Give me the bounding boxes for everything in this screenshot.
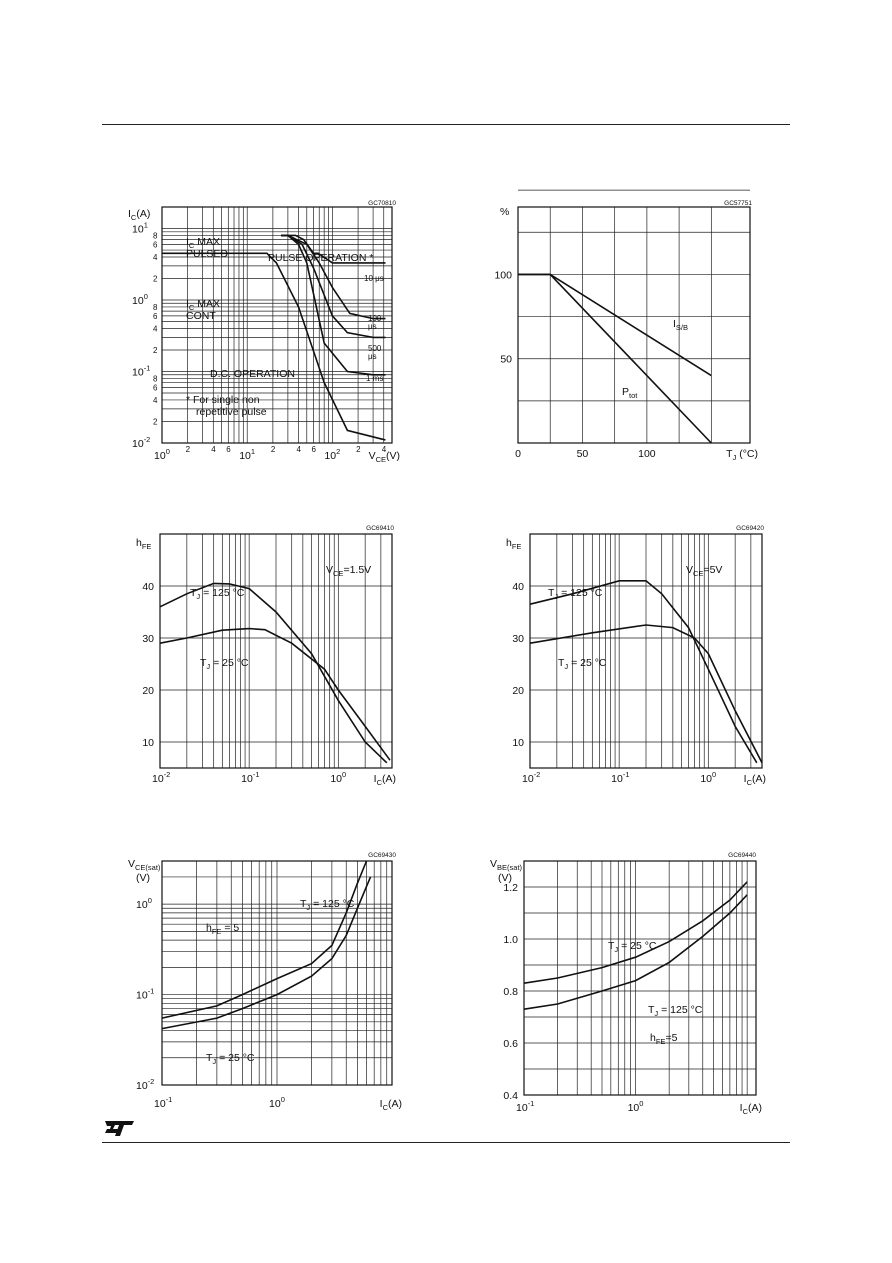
hfe5-y-tick-label: 40	[512, 581, 524, 593]
vbesat-x-axis-label: $I_C(A)$	[739, 1102, 762, 1116]
hfe5-curve	[530, 581, 757, 763]
soa-annotation-ic-max-pulsed: $I_C$ MAX	[186, 236, 221, 250]
base-emitter-saturation-voltage-chart	[490, 845, 780, 1115]
derating-y-tick-label: 50	[500, 353, 512, 366]
vcesat-y-tick-label: $10^0$	[136, 896, 152, 912]
vcesat-label-25c: $T_J = 25$ °C	[206, 1052, 255, 1066]
hfe15-y-tick-label: 10	[142, 737, 154, 749]
vbesat-y-axis-label: $V_{BE(sat)}$	[490, 858, 523, 872]
soa-y-tick-label: $10^1$	[132, 220, 148, 236]
hfe15-curve	[160, 629, 390, 761]
soa-y-minor-label: 4	[153, 395, 158, 405]
vbesat-condition: $h_{FE}=5$	[650, 1032, 678, 1046]
soa-annotation-pulse-operation: PULSE OPERATION *	[268, 252, 374, 264]
hfe5-code: GC69420	[736, 525, 764, 532]
safe-operating-area-chart	[120, 195, 410, 465]
hfe15-y-tick-label: 30	[142, 633, 154, 645]
hfe5-x-tick-label: $10^0$	[700, 770, 717, 785]
soa-curve-label-100: 100	[368, 314, 382, 323]
hfe15-x-tick-label: $10^{-1}$	[241, 770, 260, 785]
collector-emitter-saturation-voltage-chart	[120, 845, 410, 1115]
derating-y-tick-label: 100	[494, 269, 512, 282]
soa-x-tick-label: $10^2$	[324, 447, 341, 462]
soa-annotation-repetitive: repetitive pulse	[196, 406, 267, 418]
hfe5-y-tick-label: 10	[512, 737, 524, 749]
hfe15-condition: $V_{CE}=1.5V$	[326, 564, 372, 578]
hfe15-x-axis-label: $I_C(A)$	[373, 773, 396, 787]
hfe5-x-tick-label: $10^{-2}$	[522, 770, 541, 785]
vbesat-y-tick-label: 0.4	[503, 1090, 518, 1102]
soa-curve-label-1ms: 1 ms	[366, 374, 384, 383]
hfe5-label-125c: $T_J = 125$ °C	[548, 587, 603, 601]
soa-y-minor-label: 2	[153, 345, 158, 355]
vcesat-y-tick-label: $10^{-2}$	[136, 1077, 155, 1092]
vcesat-x-axis-label: $I_C(A)$	[379, 1098, 402, 1112]
st-logo-icon	[102, 1118, 136, 1138]
soa-x-minor-label: 2	[270, 445, 276, 454]
vbesat-y-axis-unit: (V)	[498, 872, 512, 884]
soa-annotation-pulsed: PULSED	[186, 248, 229, 260]
derating-label-ptot: $P_{tot}$	[622, 386, 638, 400]
soa-y-tick-label: $10^0$	[132, 292, 148, 308]
hfe15-x-tick-label: $10^{-2}$	[152, 770, 171, 785]
soa-x-minor-label: 2	[356, 445, 361, 454]
hfe15-label-125c: $T_J = 125$ °C	[190, 587, 245, 601]
derating-curves-chart	[490, 195, 780, 465]
derating-x-tick-label: 100	[638, 448, 656, 460]
soa-x-minor-label: 4	[211, 445, 216, 454]
soa-y-minor-label: 8	[153, 231, 158, 241]
hfe5-x-axis-label: $I_C(A)$	[743, 773, 766, 787]
soa-curve-label-10us: 10 μs	[364, 274, 384, 283]
footer-rule	[102, 1142, 790, 1143]
derating-x-tick-label: 0	[515, 448, 521, 460]
soa-x-tick-label: $10^1$	[239, 447, 256, 462]
soa-y-minor-label: 6	[153, 311, 158, 321]
soa-y-minor-label: 6	[153, 240, 158, 250]
hfe5-x-tick-label: $10^{-1}$	[611, 770, 630, 785]
soa-y-minor-label: 6	[153, 383, 158, 393]
soa-x-tick-label: $10^0$	[154, 447, 170, 462]
vcesat-x-tick-label: $10^0$	[269, 1095, 285, 1110]
hfe15-y-axis-label: $h_{FE}$	[136, 537, 152, 551]
hfe15-code: GC69410	[366, 525, 394, 532]
soa-curve-label-500: 500	[368, 344, 382, 353]
hfe5-y-tick-label: 20	[512, 685, 524, 697]
header-rule	[102, 124, 790, 125]
soa-annotation-dc-operation: D.C. OPERATION	[210, 368, 295, 380]
derating-x-tick-label: 50	[576, 448, 589, 460]
vbesat-y-tick-label: 1.2	[503, 882, 518, 894]
hfe15-curve	[160, 583, 387, 762]
vbesat-label-25c: $T_J = 25$ °C	[608, 940, 657, 954]
derating-frame	[518, 207, 750, 443]
hfe15-y-tick-label: 20	[142, 685, 154, 697]
soa-y-minor-label: 8	[153, 302, 158, 312]
soa-x-minor-label: 4	[381, 445, 387, 454]
soa-x-minor-label: 4	[296, 445, 301, 454]
vbesat-code: GC69440	[728, 852, 756, 859]
derating-x-axis-label: $T_J$ (°C)	[726, 448, 758, 462]
vbesat-x-tick-label: $10^{-1}$	[516, 1099, 535, 1114]
hfe15-y-tick-label: 40	[142, 581, 154, 593]
hfe5-condition: $V_{CE}=5V$	[686, 564, 723, 578]
vcesat-y-axis-label: $V_{CE(sat)}$	[128, 858, 161, 872]
derating-label-isb: $I_{S/B}$	[673, 318, 689, 332]
soa-y-minor-label: 8	[153, 374, 158, 384]
vcesat-code: GC69430	[368, 852, 396, 859]
vbesat-y-tick-label: 0.6	[503, 1038, 518, 1050]
vcesat-label-125c: $T_J = 125$ °C	[300, 898, 355, 912]
soa-code: GC70810	[368, 200, 396, 207]
dc-current-gain-vce-1p5v-chart	[120, 518, 410, 788]
vbesat-y-tick-label: 1.0	[503, 934, 518, 946]
soa-x-minor-label: 6	[226, 445, 231, 454]
soa-y-minor-label: 4	[153, 252, 158, 262]
dc-current-gain-vce-5v-chart	[490, 518, 780, 788]
soa-y-tick-label: $10^{-1}$	[132, 363, 151, 379]
vbesat-y-tick-label: 0.8	[503, 986, 518, 998]
vcesat-y-tick-label: $10^{-1}$	[136, 986, 155, 1002]
derating-code: GC57751	[724, 200, 752, 207]
soa-y-axis-label: $I_C(A)$	[128, 208, 151, 222]
soa-annotation-cont: CONT	[186, 310, 216, 322]
soa-y-minor-label: 2	[153, 274, 158, 284]
soa-curve-label-us: μs	[368, 352, 377, 361]
soa-x-minor-label: 6	[311, 445, 316, 454]
soa-x-axis-label: $V_{CE}(V)$	[368, 450, 400, 464]
soa-annotation-ic-max-cont: $I_C$ MAX	[186, 298, 221, 312]
soa-curve-label-us: μs	[368, 322, 377, 331]
soa-y-tick-label: $10^{-2}$	[132, 435, 151, 450]
soa-y-minor-label: 2	[153, 417, 158, 427]
soa-x-minor-label: 2	[185, 445, 191, 454]
soa-y-minor-label: 4	[153, 324, 158, 334]
hfe15-x-tick-label: $10^0$	[330, 770, 347, 785]
vcesat-y-axis-unit: (V)	[136, 872, 150, 884]
hfe5-label-25c: $T_J = 25$ °C	[558, 657, 607, 671]
derating-y-axis-label: %	[500, 206, 510, 218]
hfe15-label-25c: $T_J = 25$ °C	[200, 657, 249, 671]
hfe5-y-axis-label: $h_{FE}$	[506, 537, 522, 551]
vcesat-x-tick-label: $10^{-1}$	[154, 1095, 173, 1110]
vbesat-label-125c: $T_J = 125$ °C	[648, 1004, 703, 1018]
vcesat-condition: $h_{FE} = 5$	[206, 922, 240, 936]
soa-annotation-single-pulse: * For single non	[186, 394, 260, 406]
hfe5-y-tick-label: 30	[512, 633, 524, 645]
vbesat-x-tick-label: $10^0$	[627, 1099, 644, 1114]
